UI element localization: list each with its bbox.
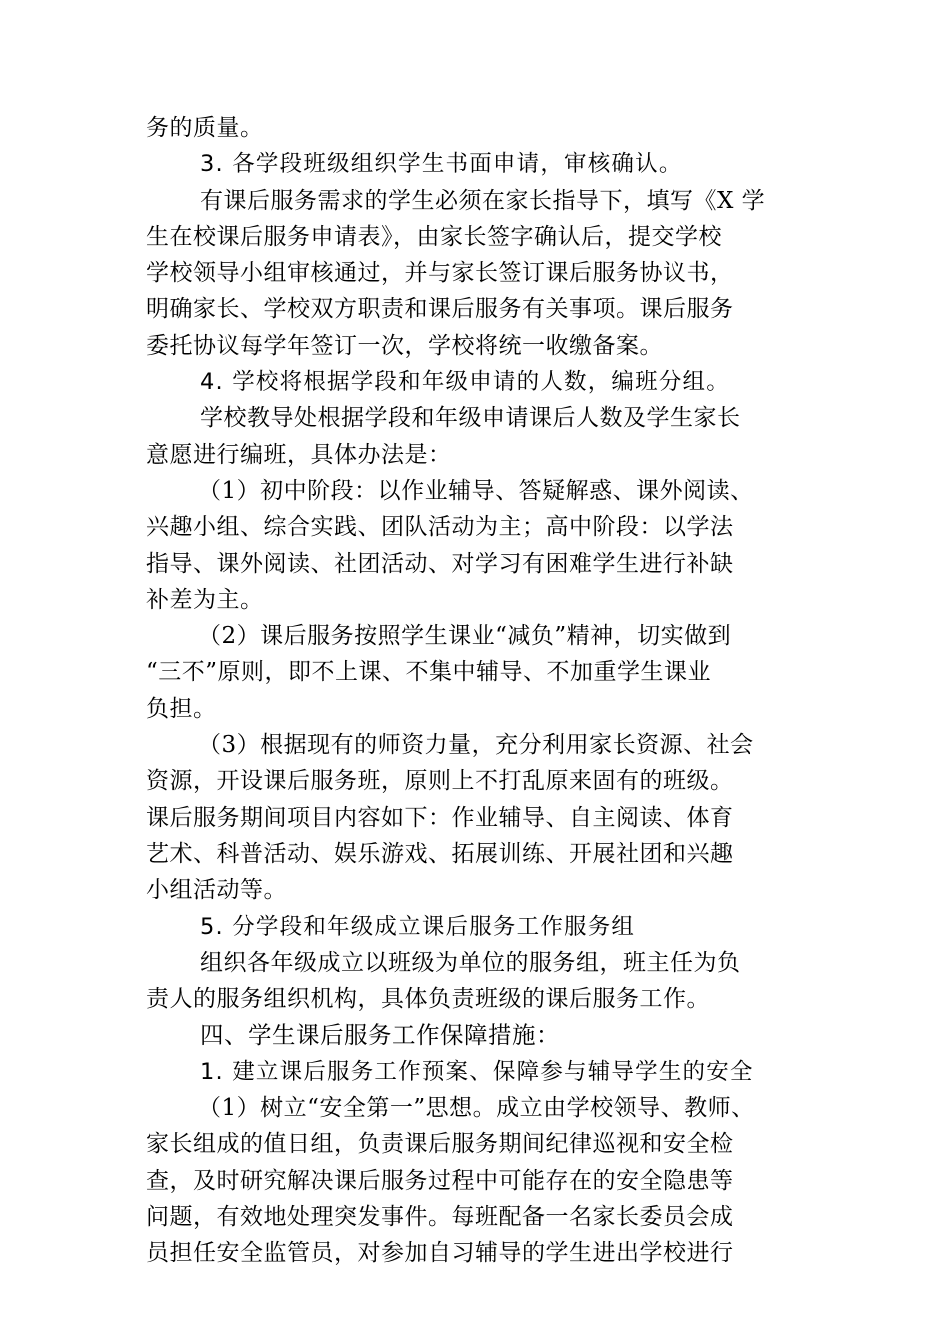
paragraph-line: 课后服务期间项目内容如下：作业辅导、自主阅读、体育 <box>146 804 734 831</box>
paragraph-line: 责人的服务组织机构，具体负责班级的课后服务工作。 <box>146 986 710 1013</box>
paragraph-line: （1）树立“安全第一”思想。成立由学校领导、教师、 <box>198 1095 755 1122</box>
paragraph-line: 艺术、科普活动、娱乐游戏、拓展训练、开展社团和兴趣 <box>146 840 734 867</box>
paragraph-line: 有课后服务需求的学生必须在家长指导下，填写《X 学 <box>200 187 766 214</box>
paragraph-line: 资源，开设课后服务班，原则上不打乱原来固有的班级。 <box>146 768 734 795</box>
paragraph-line: 家长组成的值日组，负责课后服务期间纪律巡视和安全检 <box>146 1131 734 1158</box>
paragraph-line: 组织各年级成立以班级为单位的服务组，班主任为负 <box>200 949 741 976</box>
numbered-heading: 3. 各学段班级组织学生书面申请，审核确认。 <box>200 151 683 178</box>
paragraph-line: 查，及时研究解决课后服务过程中可能存在的安全隐患等 <box>146 1167 734 1194</box>
paragraph-line: 明确家长、学校双方职责和课后服务有关事项。课后服务 <box>146 296 734 323</box>
paragraph-line: 兴趣小组、综合实践、团队活动为主；高中阶段：以学法 <box>146 514 734 541</box>
numbered-heading: 5. 分学段和年级成立课后服务工作服务组 <box>200 913 636 940</box>
paragraph-line: 学校教导处根据学段和年级申请课后人数及学生家长 <box>200 405 741 432</box>
paragraph-line: 问题，有效地处理突发事件。每班配备一名家长委员会成 <box>146 1203 734 1230</box>
paragraph-line: （2）课后服务按照学生课业“减负”精神，切实做到 <box>198 623 732 650</box>
paragraph-line: （3）根据现有的师资力量，充分利用家长资源、社会 <box>198 732 754 759</box>
paragraph-line: 员担任安全监管员，对参加自习辅导的学生进出学校进行 <box>146 1240 734 1267</box>
paragraph-line: （1）初中阶段：以作业辅导、答疑解惑、课外阅读、 <box>198 477 754 504</box>
document-body <box>146 110 816 1272</box>
paragraph-line: 务的质量。 <box>146 115 264 141</box>
paragraph-line: 小组活动等。 <box>146 877 287 904</box>
numbered-heading: 1. 建立课后服务工作预案、保障参与辅导学生的安全 <box>200 1058 754 1085</box>
paragraph-line: 指导、课外阅读、社团活动、对学习有困难学生进行补缺 <box>146 550 734 577</box>
paragraph-line: 学校领导小组审核通过，并与家长签订课后服务协议书， <box>146 260 734 287</box>
section-heading: 四、学生课后服务工作保障措施： <box>200 1021 560 1050</box>
paragraph-line: 补差为主。 <box>146 586 264 613</box>
paragraph-line: 生在校课后服务申请表》，由家长签字确认后，提交学校 <box>146 223 722 250</box>
paragraph-line: 负担。 <box>146 695 217 722</box>
numbered-heading: 4. 学校将根据学段和年级申请的人数，编班分组。 <box>200 369 730 396</box>
paragraph-line: “三不”原则，即不上课、不集中辅导、不加重学生课业 <box>146 659 712 686</box>
paragraph-line: 意愿进行编班，具体办法是： <box>146 441 452 468</box>
paragraph-line: 委托协议每学年签订一次，学校将统一收缴备案。 <box>146 332 663 359</box>
